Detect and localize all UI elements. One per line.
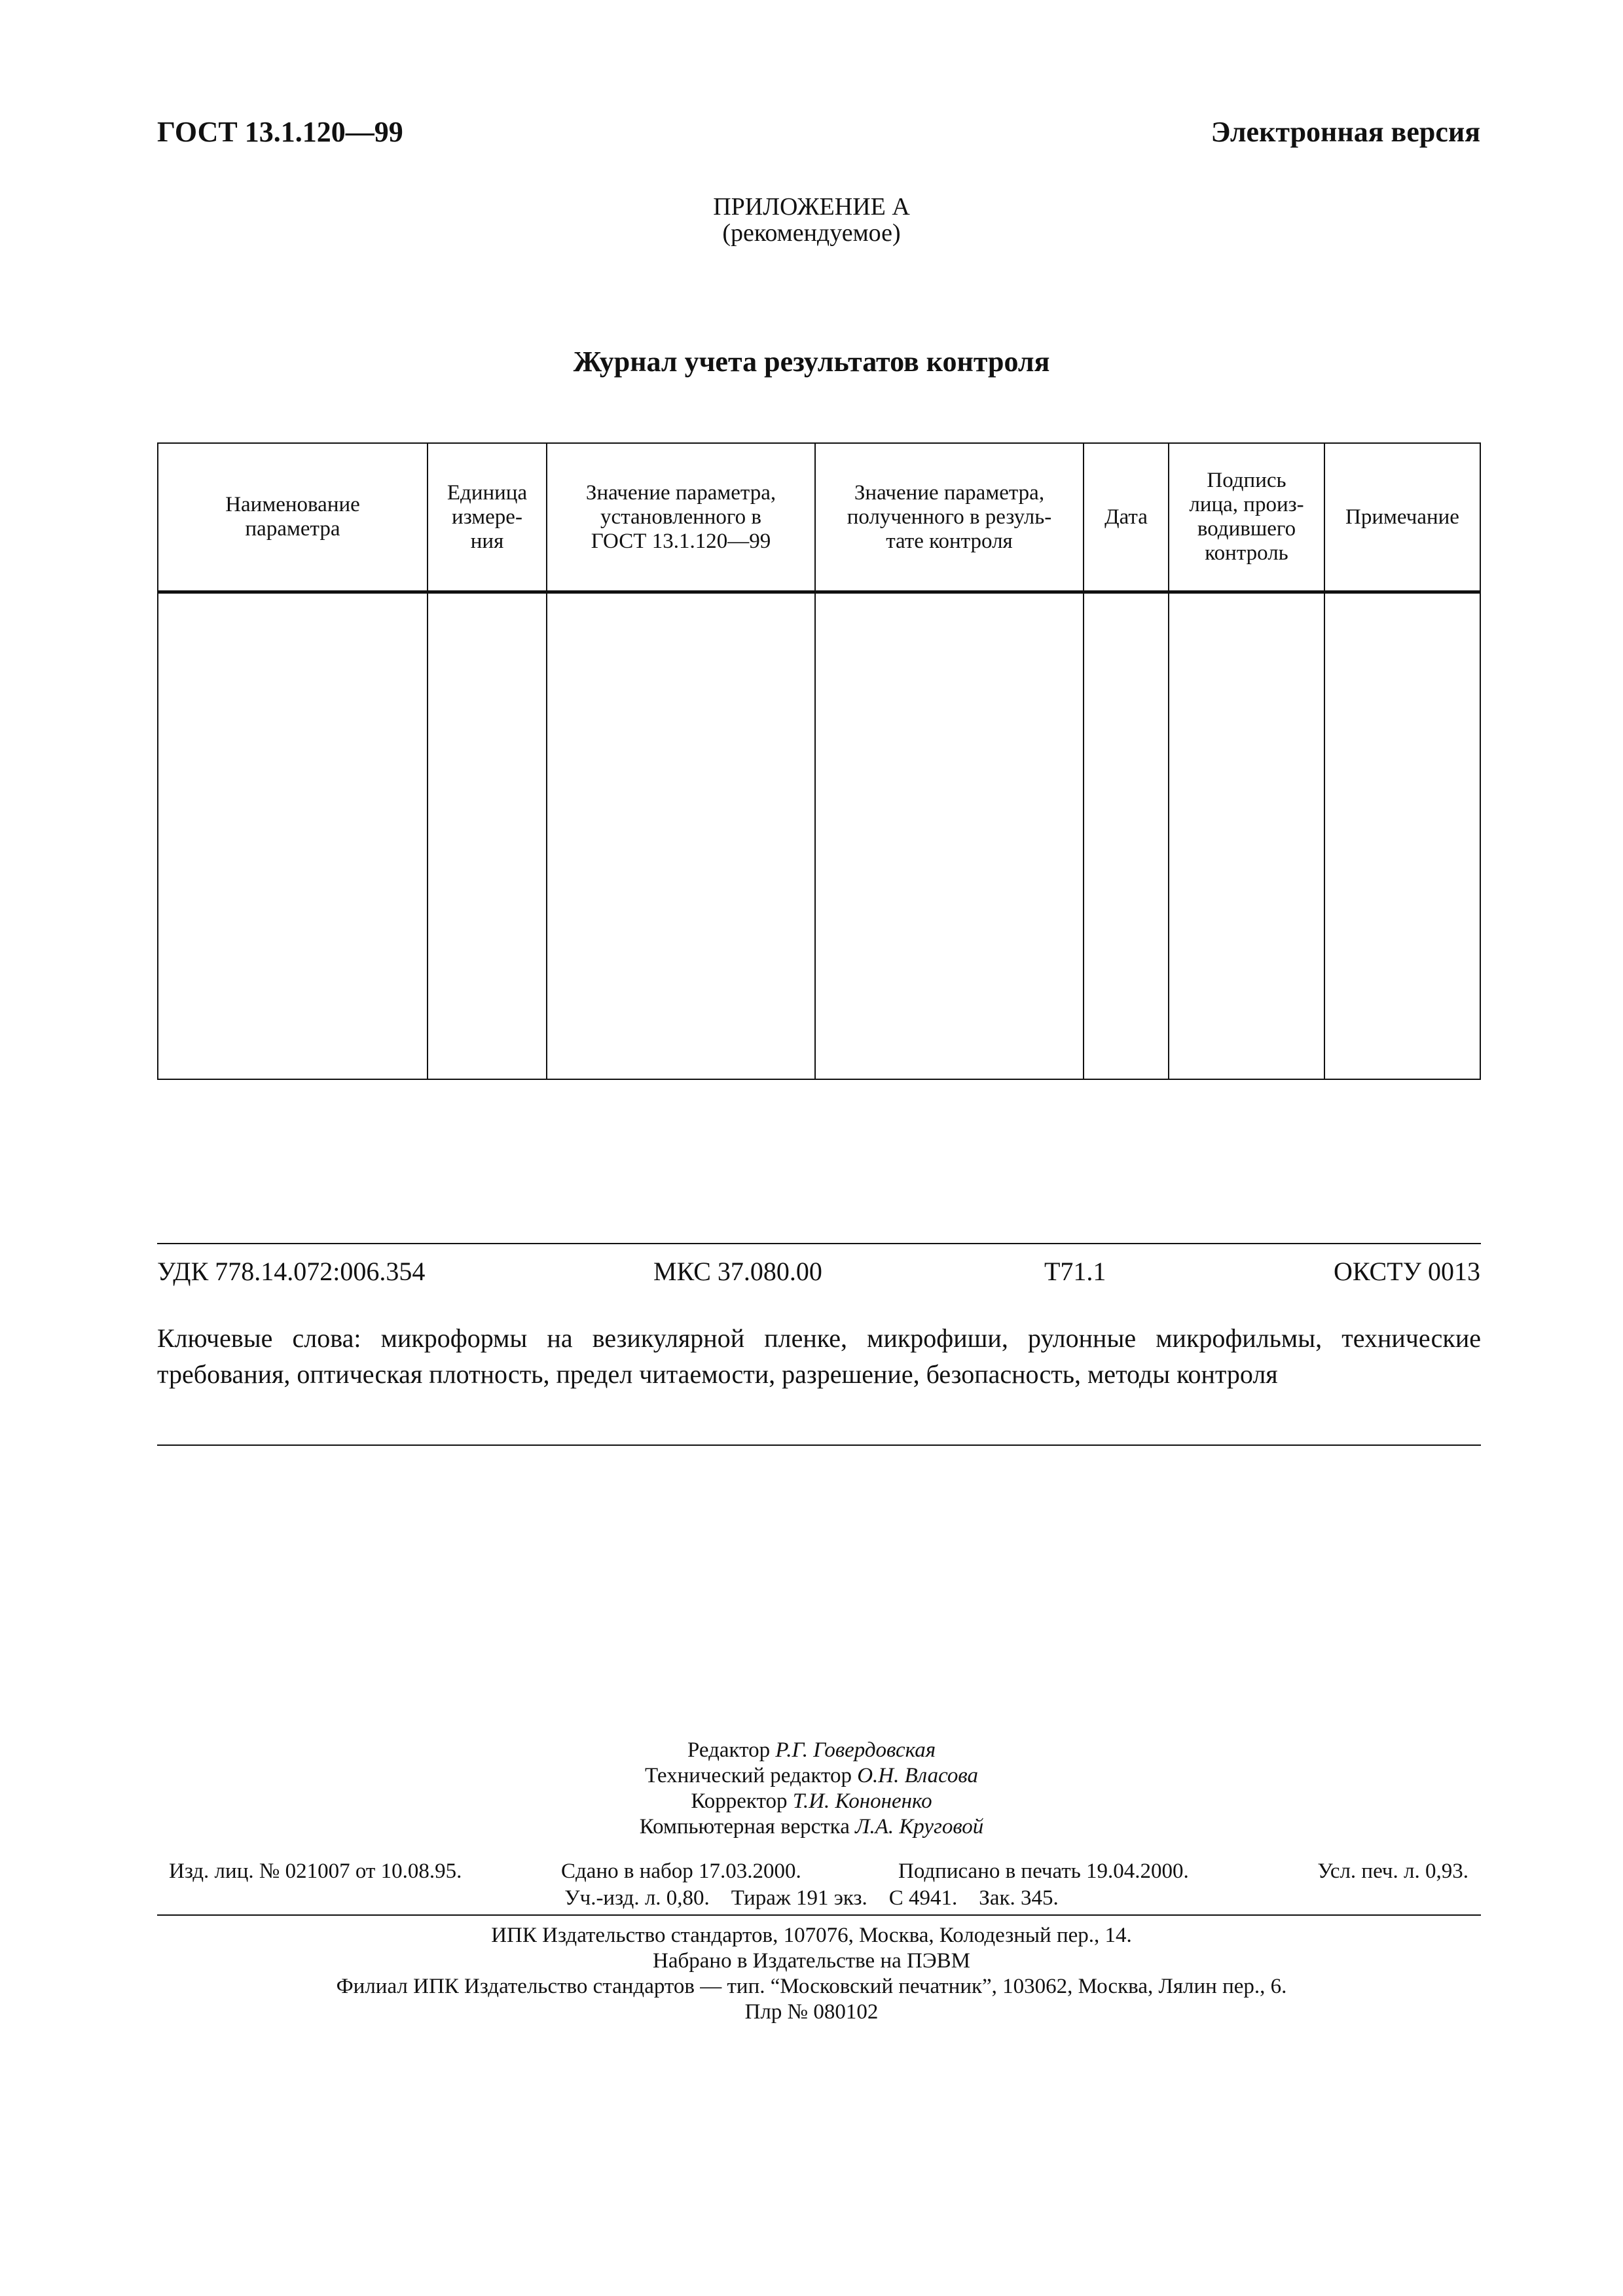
imprint-sheets: Усл. печ. л. 0,93.	[1317, 1859, 1468, 1883]
publisher-line: ИПК Издательство стандартов, 107076, Москва, Колодезный пер., 14.	[491, 1924, 1132, 1947]
imprint-typeset: Сдано в набор 17.03.2000.	[561, 1859, 801, 1883]
column-header-unit: Единица измере- ния	[447, 480, 528, 553]
okstu-code: ОКСТУ 0013	[1333, 1257, 1480, 1286]
credit-editor: Редактор Р.Г. Говердовская	[687, 1738, 936, 1762]
imprint-license: Изд. лиц. № 021007 от 10.08.95.	[169, 1859, 462, 1883]
publisher-line: Набрано в Издательстве на ПЭВМ	[653, 1949, 970, 1973]
column-header-note: Примечание	[1345, 505, 1459, 529]
credits-block	[0, 1738, 1623, 1840]
control-results-table	[157, 442, 1481, 1080]
udk-code: УДК 778.14.072:006.354	[157, 1257, 426, 1286]
header-divider	[158, 590, 1480, 594]
publisher-block	[0, 1923, 1623, 2025]
column-header-signature: Подпись лица, произ- водившего контроль	[1189, 469, 1304, 565]
publisher-line: Филиал ИПК Издательство стандартов — тип. “Московский печатник”, 103062, Москва, Лялин пер., 6.	[336, 1975, 1287, 1998]
version-label: Электронная версия	[1211, 116, 1480, 148]
credit-proofreader: Корректор Т.И. Кононенко	[691, 1789, 932, 1813]
credit-layout: Компьютерная верстка Л.А. Круговой	[639, 1815, 984, 1839]
publisher-line: Плр № 080102	[744, 2000, 879, 2024]
column-header-date: Дата	[1104, 505, 1148, 529]
column-header-measured-value: Значение параметра, полученного в резуль- тате контроля	[847, 480, 1052, 553]
divider-rule	[157, 1914, 1481, 1916]
journal-title: Журнал учета результатов контроля	[573, 346, 1050, 378]
appendix-title: ПРИЛОЖЕНИЕ А	[713, 193, 910, 221]
divider-rule	[157, 1444, 1481, 1446]
imprint-signed: Подписано в печать 19.04.2000.	[898, 1859, 1189, 1883]
divider-rule	[157, 1243, 1481, 1244]
appendix-subtitle: (рекомендуемое)	[722, 219, 901, 247]
column-header-standard-value: Значение параметра, установленного в ГОСТ 13.1.120—99	[585, 480, 776, 553]
mks-code: МКС 37.080.00	[653, 1257, 822, 1286]
imprint-line-2: Уч.-изд. л. 0,80. Тираж 191 экз. С 4941. Зак. 345.	[564, 1886, 1059, 1910]
t-code: Т71.1	[1044, 1257, 1106, 1286]
column-header-parameter-name: Наименование параметра	[225, 493, 360, 541]
document-id: ГОСТ 13.1.120—99	[157, 116, 403, 148]
keywords-text: Ключевые слова: микроформы на везикулярной пленке, микрофиши, рулонные микрофильмы, технические требования, оптическая плотность, предел читаемости, разрешение, безопасность, методы контроля	[157, 1323, 1481, 1389]
credit-tech-editor: Технический редактор О.Н. Власова	[644, 1764, 979, 1787]
